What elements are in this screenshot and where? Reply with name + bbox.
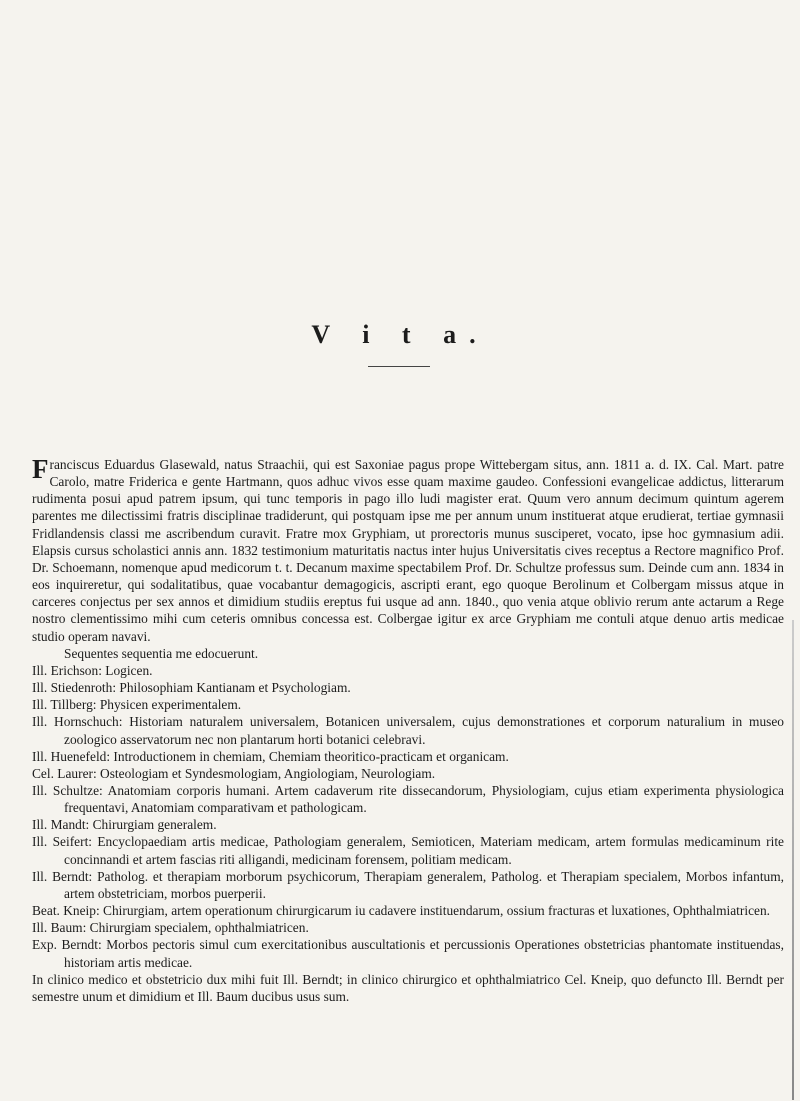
page-title: V i t a. <box>311 320 489 349</box>
teacher-entry: Exp. Berndt: Morbos pectoris simul cum exercitationibus auscultationis et percussionis Operationes obstetricias phantomate instituendas, historiam artis medicae. <box>32 937 784 970</box>
teacher-entry: Ill. Mandt: Chirurgiam generalem. <box>32 817 217 833</box>
teacher-entry: Cel. Laurer: Osteologiam et Syndesmologiam, Angiologiam, Neurologiam. <box>32 765 436 781</box>
title-rule <box>368 366 430 367</box>
teacher-entry: Ill. Huenefeld: Introductionem in chemiam, Chemiam theoritico-practicam et organicam. <box>32 748 509 764</box>
teacher-entry: Ill. Tillberg: Physicen experimentalem. <box>32 697 242 713</box>
closing-paragraph: In clinico medico et obstetricio dux mihi fuit Ill. Berndt; in clinico chirurgico et ophthalmiatrico Cel. Kneip, quo defuncto Ill. Berndt per semestre unum et dimidium et Ill. Baum ducibus usus sum. <box>32 971 784 1004</box>
teacher-entry: Ill. Erichson: Logicen. <box>32 662 153 678</box>
teacher-entry: Ill. Hornschuch: Historiam naturalem universalem, Botanicen universalem, cujus demonstrationes et corporum naturalium in museo zoologico asservatorum nec non plantarum horti botanici celebravi. <box>32 714 784 747</box>
teacher-list <box>32 662 784 971</box>
teacher-entry: Ill. Berndt: Patholog. et therapiam morborum psychicorum, Therapiam generalem, Patholog. et Therapiam specialem, Morbos infantum, artem obstetriciam, morbos puerperii. <box>32 868 784 901</box>
drop-cap: F <box>32 454 49 484</box>
teacher-entry: Ill. Schultze: Anatomiam corporis humani. Artem cadaverum rite dissecandorum, Physiologiam, cujus etiam experimenta physiologica frequentavi, Anatomiam comparativam et pathologicam. <box>32 782 784 816</box>
sequentes-line: Sequentes sequentia me edocuerunt. <box>64 645 259 661</box>
intro-text: ranciscus Eduardus Glasewald, natus Straachii, qui est Saxoniae pagus prope Wittebergam situs, ann. 1811 a. d. IX. Cal. Mart. patre Carolo, matre Friderica e gente Hartmann, quos adhuc vivos esse quam maxime gaudeo. Confessioni evangelicae addictus, litterarum rudimenta posui apud patrem ipsum, qui tunc temporis in pago illo ludi magister erat. Quum vero annum decimum quintum agerem parentes me dilectissimi fratris disciplinae tradiderunt, qui postquam ipse me per annum unum instituerat atque erudierat, tertiae gymnasii Fridlandensis classi me ascribendum curavit. Fratre mox Gryphiam, ut prorectoris munus susciperet, vocato, ipse hoc gymnasium adii. Elapsis cursus scholastici annis ann. 1832 testimonium maturitatis nactus inter hujus Universitatis cives receptus a Rectore magnifico Prof. Dr. Schoemann, nomenque apud medicorum t. t. Decanum maxime spectabilem Prof. Dr. Schultze professus sum. Deinde cum ann. 1834 in eos inquireretur, qui sodalitatibus, quae vocabantur demagogicis, ascripti erant, ego quoque Berolinum et Colbergam missus atque in carceres conjectus per sex annos et dimidium studiis ereptus fui usque ad ann. 1840., quo venia atque oblivio rerum ante actarum a Rege nostro clementissimo mihi cum ceteris omnibus concessa est. Colbergae igitur ex arce Gryphiam me contuli atque denuo artis medicae studio operam navavi. <box>32 457 784 644</box>
intro-paragraph <box>32 456 784 645</box>
teacher-entry: Ill. Seifert: Encyclopaediam artis medicae, Pathologiam generalem, Semioticen, Materiam medicam, artem formulas medicaminum rite concinnandi et artem fascias riti alligandi, medicinam forensem, politiam medicam. <box>32 834 784 867</box>
page-edge-shadow <box>792 620 794 1100</box>
vita-body <box>32 456 784 1005</box>
teacher-entry: Beat. Kneip: Chirurgiam, artem operationum chirurgicarum iu cadavere instituendarum, ossium fracturas et luxationes, Ophthalmiatricen. <box>32 903 771 919</box>
teacher-entry: Ill. Stiedenroth: Philosophiam Kantianam et Psychologiam. <box>32 680 351 696</box>
teacher-entry: Ill. Baum: Chirurgiam specialem, ophthalmiatricen. <box>32 920 309 936</box>
